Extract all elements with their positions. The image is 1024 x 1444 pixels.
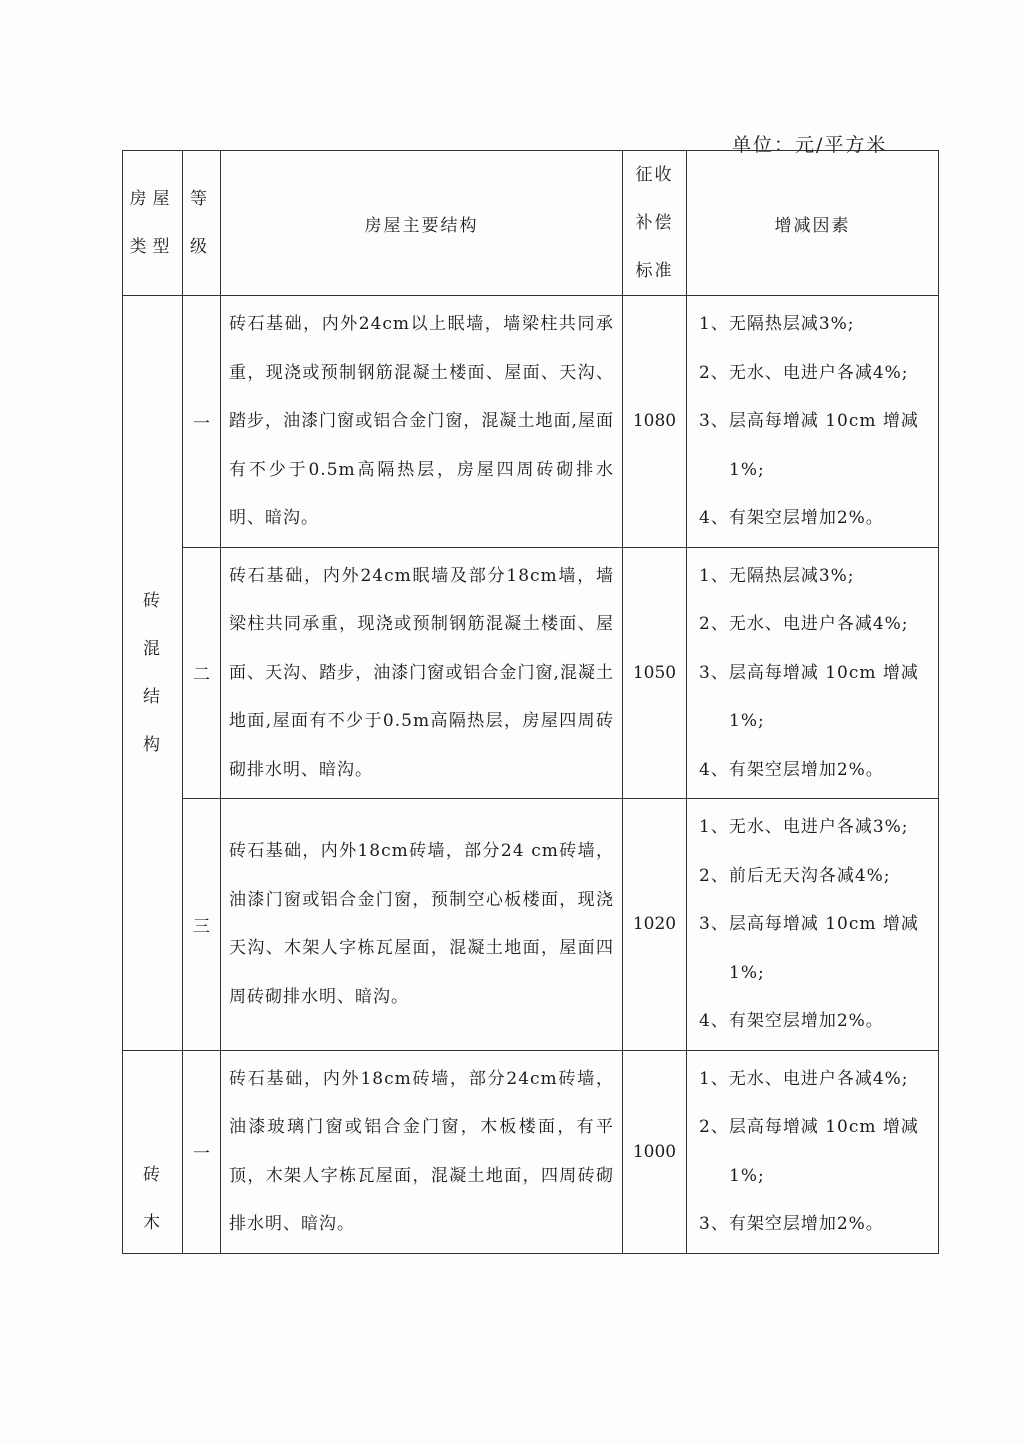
header-type-line-1: 房屋 — [129, 189, 176, 209]
structure-cell: 砖石基础，内外18cm砖墙，部分24 cm砖墙，油漆门窗或铝合金门窗，预制空心板楼面，现浇天沟、木架人字栋瓦屋面，混凝土地面，屋面四周砖砌排水明、暗沟。 — [221, 799, 623, 1051]
factor-item: 3、有架空层增加2%。 — [699, 1214, 884, 1234]
header-type — [123, 151, 183, 296]
factor-item: 1、无水、电进户各减4%; — [699, 1068, 909, 1089]
standard-cell: 1000 — [623, 1050, 687, 1253]
header-factors-label: 增减因素 — [774, 215, 851, 236]
header-grade-line-2: 级 — [190, 237, 213, 257]
standard-cell: 1080 — [623, 296, 687, 548]
header-standard — [623, 151, 687, 296]
factor-item: 3、层高每增减 10cm 增减 — [699, 914, 919, 934]
factors-cell — [687, 296, 939, 548]
factor-item-continuation: 1%; — [729, 711, 765, 731]
header-grade — [183, 151, 221, 296]
factor-item: 4、有架空层增加2%。 — [699, 508, 884, 528]
type-char: 混 — [143, 638, 162, 659]
factor-item: 2、前后无天沟各减4%; — [699, 865, 891, 886]
unit-label: 单位：元/平方米 — [732, 134, 888, 156]
factors-cell — [687, 547, 939, 799]
compensation-table — [122, 150, 939, 1254]
grade-cell: 三 — [183, 799, 221, 1051]
header-standard-line-2: 补偿 — [635, 213, 674, 233]
header-structure-label: 房屋主要结构 — [364, 215, 479, 236]
grade-cell: 一 — [183, 296, 221, 548]
factor-item-continuation: 1%; — [729, 1165, 765, 1186]
header-standard-line-1: 征收 — [635, 165, 674, 185]
factors-cell — [687, 1050, 939, 1253]
factor-item: 2、无水、电进户各减4%; — [699, 614, 909, 634]
header-grade-line-1: 等 — [190, 189, 213, 209]
type-char: 木 — [143, 1212, 162, 1233]
table-row — [123, 1050, 939, 1253]
structure-cell: 砖石基础，内外18cm砖墙，部分24cm砖墙，油漆玻璃门窗或铝合金门窗，木板楼面，有平顶，木架人字栋瓦屋面，混凝土地面，四周砖砌排水明、暗沟。 — [221, 1050, 623, 1253]
grade-cell: 二 — [183, 547, 221, 799]
factor-item: 3、层高每增减 10cm 增减 — [699, 662, 919, 683]
factor-item: 4、有架空层增加2%。 — [699, 759, 884, 780]
factor-item: 2、无水、电进户各减4%; — [699, 362, 909, 383]
table-row — [123, 799, 939, 1051]
factor-item-continuation: 1%; — [729, 962, 765, 983]
factor-item-continuation: 1%; — [729, 459, 765, 480]
factor-item: 1、无水、电进户各减3%; — [699, 817, 909, 837]
header-structure — [221, 151, 623, 296]
standard-cell: 1050 — [623, 547, 687, 799]
factor-item: 2、层高每增减 10cm 增减 — [699, 1117, 919, 1137]
type-char: 砖 — [143, 1164, 162, 1185]
header-standard-line-3: 标准 — [635, 261, 674, 281]
type-char: 结 — [143, 686, 162, 707]
grade-cell: 一 — [183, 1050, 221, 1253]
header-factors — [687, 151, 939, 296]
type-char: 砖 — [143, 590, 162, 611]
factor-item: 4、有架空层增加2%。 — [699, 1011, 884, 1031]
factor-item: 3、层高每增减 10cm 增减 — [699, 411, 919, 431]
standard-cell: 1020 — [623, 799, 687, 1051]
type-cell-brick-concrete — [123, 296, 183, 1051]
type-char: 构 — [143, 734, 162, 755]
header-row — [123, 151, 939, 296]
structure-cell: 砖石基础，内外24cm眠墙及部分18cm墙，墙梁柱共同承重，现浇或预制钢筋混凝土楼面、屋面、天沟、踏步，油漆门窗或铝合金门窗,混凝土地面,屋面有不少于0.5m高隔热层，房屋四周砖砌排水明、暗沟。 — [221, 547, 623, 799]
header-type-line-2: 类型 — [129, 237, 176, 257]
factor-item: 1、无隔热层减3%; — [699, 314, 855, 334]
factors-cell — [687, 799, 939, 1051]
type-cell-brick-wood — [123, 1050, 183, 1253]
structure-cell: 砖石基础，内外24cm以上眠墙，墙梁柱共同承重，现浇或预制钢筋混凝土楼面、屋面、天沟、踏步，油漆门窗或铝合金门窗，混凝土地面,屋面有不少于0.5m高隔热层，房屋四周砖砌排水明、暗沟。 — [221, 296, 623, 548]
table-row — [123, 296, 939, 548]
factor-item: 1、无隔热层减3%; — [699, 565, 855, 586]
table-row — [123, 547, 939, 799]
